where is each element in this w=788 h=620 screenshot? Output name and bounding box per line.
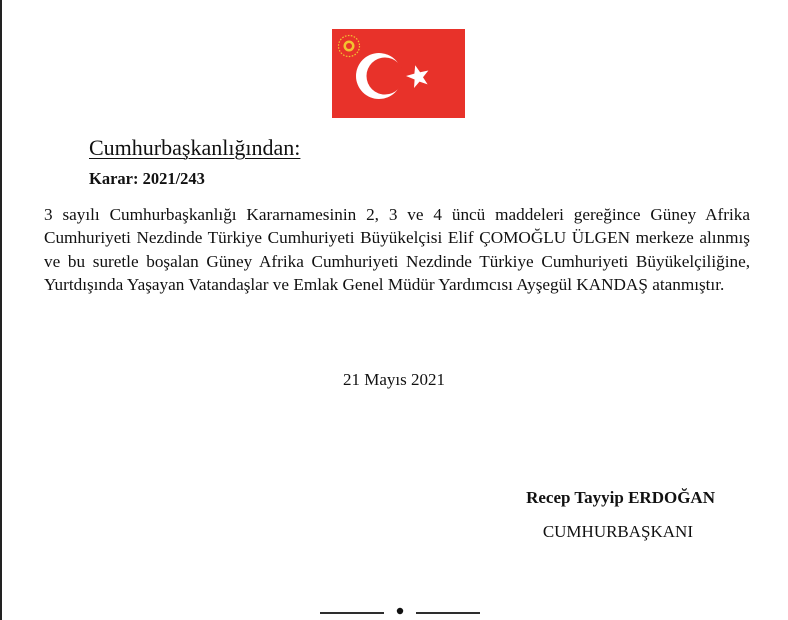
signatory-title: CUMHURBAŞKANI xyxy=(542,522,693,541)
decision-body-text: 3 sayılı Cumhurbaşkanlığı Kararnamesinin 2, 3 ve 4 üncü maddeleri gereğince Güney Afrika Cumhuriyeti Nezdinde Türkiye Cumhuriyeti Büyükelçisi Elif ÇOMOĞLU ÜLGEN merkeze alınmış ve bu suretle boşalan Güney Afrika Cumhuriyeti Nezdinde Türkiye Cumhuriyeti Büyükelçiliğine, Yurtdışında Yaşayan Vatandaşlar ve Emlak Genel Müdür Yardımcısı Ayşegül KANDAŞ atanmıştır. xyxy=(44,205,750,295)
decision-number: Karar: 2021/243 xyxy=(89,169,205,188)
page-left-border xyxy=(0,0,2,620)
signatory-name: Recep Tayyip ERDOĞAN xyxy=(526,488,715,507)
turkish-flag-icon xyxy=(332,29,465,118)
issuer-heading: Cumhurbaşkanlığından: xyxy=(89,135,301,160)
decision-date: 21 Mayıs 2021 xyxy=(343,370,445,389)
end-of-document-ornament-icon xyxy=(320,605,480,617)
